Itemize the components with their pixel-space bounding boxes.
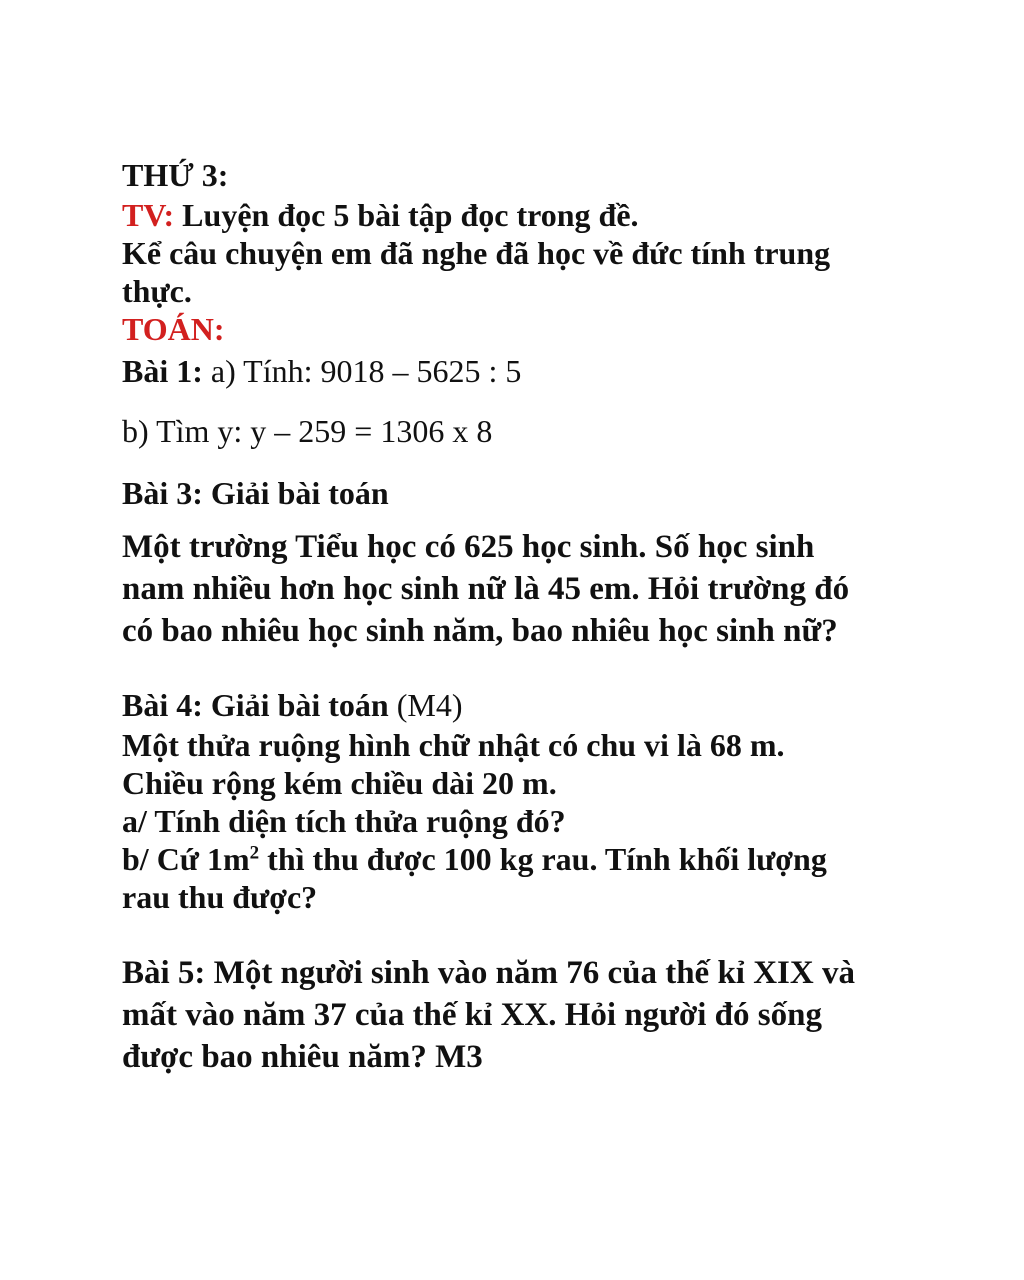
day-heading-text: THỨ 3: [122,157,229,193]
bai4-title [122,686,462,724]
bai4-text-4-post: thì thu được 100 kg rau. Tính khối lượng [259,841,827,877]
bai4-text-5: rau thu được? [122,879,318,915]
bai1-label: Bài 1: [122,353,203,389]
bai3-title [122,474,389,512]
bai5-text-3: được bao nhiêu năm? M3 [122,1039,483,1075]
tv-text-1: Luyện đọc 5 bài tập đọc trong đề. [174,197,639,233]
bai4-title-text: Bài 4: Giải bài toán [122,687,389,723]
bai1-part-a-text: a) Tính: 9018 – 5625 : 5 [202,353,522,389]
day-heading [122,156,228,194]
bai5-line-3 [122,1036,483,1078]
bai4-line-2 [122,764,557,802]
bai4-text-4-pre: b/ Cứ 1m [122,841,250,877]
bai5-text-1: Bài 5: Một người sinh vào năm 76 của thế kỉ XIX và [122,955,855,991]
bai5-line-1 [122,952,855,994]
bai1-part-b-text: b) Tìm y: y – 259 = 1306 x 8 [122,413,493,449]
bai4-level: (M4) [388,687,463,723]
bai4-line-3 [122,802,566,840]
bai5-line-2 [122,994,822,1036]
bai3-text-3: có bao nhiêu học sinh năm, bao nhiêu học sinh nữ? [122,613,838,649]
bai3-title-text: Bài 3: Giải bài toán [122,475,389,511]
tv-line-3 [122,272,192,310]
bai4-line-5 [122,878,317,916]
bai4-line-4 [122,840,827,878]
bai3-text-1: Một trường Tiểu học có 625 học sinh. Số học sinh [122,529,815,565]
bai1-part-b [122,412,492,450]
square-exponent: 2 [249,842,260,864]
bai5-text-2: mất vào năm 37 của thế kỉ XX. Hỏi người đó sống [122,997,822,1033]
bai3-text-2: nam nhiều hơn học sinh nữ là 45 em. Hỏi trường đó [122,571,850,607]
bai3-line-2 [122,568,849,610]
bai4-text-2: Chiều rộng kém chiều dài 20 m. [122,765,557,801]
bai4-line-1 [122,726,784,764]
bai3-line-1 [122,526,814,568]
tv-text-2: Kể câu chuyện em đã nghe đã học về đức tính trung [122,235,831,271]
bai4-text-3: a/ Tính diện tích thửa ruộng đó? [122,803,566,839]
tv-text-3: thực. [122,273,192,309]
bai1-part-a [122,352,521,390]
tv-line-2 [122,234,830,272]
tv-line-1 [122,196,639,234]
toan-heading [122,310,225,348]
toan-label: TOÁN: [122,311,225,347]
bai3-line-3 [122,610,838,652]
bai4-text-1: Một thửa ruộng hình chữ nhật có chu vi là 68 m. [122,727,785,763]
tv-label: TV: [122,197,175,233]
